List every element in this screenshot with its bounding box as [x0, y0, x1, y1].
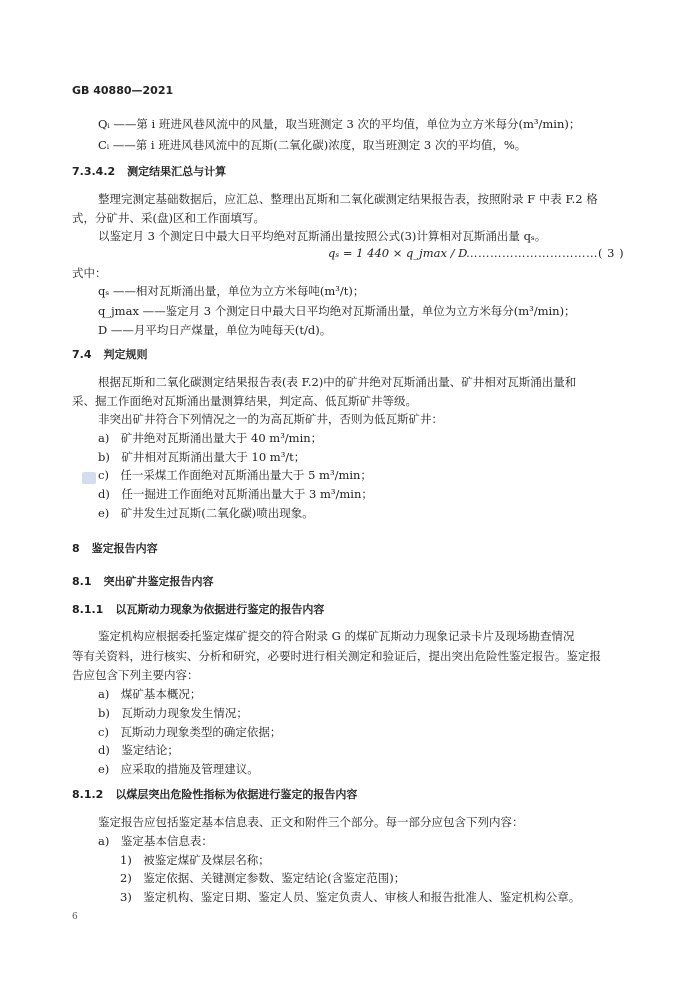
- section-number: 7.3.4.2: [72, 165, 116, 178]
- paragraph-line: 根据瓦斯和二氧化碳测定结果报告表(表 F.2)中的矿井绝对瓦斯涌出量、矿井相对瓦斯涌出量和: [98, 375, 577, 389]
- section-number: 7.4: [72, 348, 92, 361]
- list-item: c) 任一采煤工作面绝对瓦斯涌出量大于 5 m³/min；: [98, 468, 372, 482]
- list-item: e) 矿井发生过瓦斯(二氧化碳)喷出现象。: [98, 506, 314, 520]
- list-item: a) 鉴定基本信息表：: [98, 834, 213, 848]
- list-item: c) 瓦斯动力现象类型的确定依据；: [98, 725, 282, 739]
- paragraph-line: 等有关资料，进行核实、分析和研究，必要时进行相关测定和验证后，提出突出危险性鉴定报告。鉴定报: [72, 649, 601, 663]
- list-item: e) 应采取的措施及管理建议。: [98, 762, 259, 776]
- section-heading-812: [72, 787, 357, 803]
- page-number: 6: [72, 912, 78, 922]
- paragraph-line: 鉴定机构应根据委托鉴定煤矿提交的符合附录 G 的煤矿瓦斯动力现象记录卡片及现场勘查情况: [98, 629, 575, 643]
- section-heading-8: [72, 541, 158, 557]
- section-title: 鉴定报告内容: [91, 542, 158, 555]
- formula-number: ……………………………( 3 ): [466, 246, 625, 260]
- section-heading-81: [72, 574, 214, 590]
- list-item: d) 鉴定结论；: [98, 743, 179, 757]
- paragraph-line: 非突出矿井符合下列情况之一的为高瓦斯矿井，否则为低瓦斯矿井：: [98, 412, 443, 426]
- section-heading-74: [72, 347, 148, 363]
- paragraph-line: 以鉴定月 3 个测定日中最大日平均绝对瓦斯涌出量按照公式(3)计算相对瓦斯涌出量 qₛ。: [98, 229, 547, 243]
- section-heading-7342: [72, 164, 226, 180]
- section-title: 突出矿井鉴定报告内容: [103, 575, 214, 588]
- paragraph-line: 告应包含下列主要内容：: [72, 668, 199, 682]
- section-number: 8: [72, 542, 80, 555]
- definition-ci: Cᵢ ——第 i 班进风巷风流中的瓦斯(二氧化碳)浓度，取当班测定 3 次的平均值，%。: [98, 138, 527, 152]
- standard-code: GB 40880—2021: [72, 84, 174, 97]
- definition-d: D ——月平均日产煤量，单位为吨每天(t/d)。: [98, 323, 332, 337]
- watermark-stamp-icon: [82, 472, 96, 484]
- section-title: 测定结果汇总与计算: [127, 165, 227, 178]
- definition-qs: qₛ ——相对瓦斯涌出量，单位为立方米每吨(m³/t)；: [98, 284, 365, 298]
- definition-qjmax: q_jmax ——鉴定月 3 个测定日中最大日平均绝对瓦斯涌出量，单位为立方米每分(m³/min)；: [98, 304, 576, 318]
- list-item: a) 矿井绝对瓦斯涌出量大于 40 m³/min；: [98, 431, 323, 445]
- section-title: 以瓦斯动力现象为依据进行鉴定的报告内容: [115, 603, 325, 616]
- list-item: b) 矿井相对瓦斯涌出量大于 10 m³/t；: [98, 450, 306, 464]
- section-title: 判定规则: [103, 348, 148, 361]
- paragraph-line: 整理完测定基础数据后，应汇总、整理出瓦斯和二氧化碳测定结果报告表，按照附录 F 中表 F.2 格: [98, 192, 598, 206]
- formula: qₛ = 1 440 × q_jmax / D: [328, 246, 468, 260]
- section-number: 8.1.1: [72, 603, 104, 616]
- list-item: d) 任一掘进工作面绝对瓦斯涌出量大于 3 m³/min；: [98, 487, 373, 501]
- sub-list-item: 1) 被鉴定煤矿及煤层名称；: [120, 853, 270, 867]
- paragraph-line: 式，分矿井、采(盘)区和工作面填写。: [72, 211, 265, 225]
- paragraph-line: 鉴定报告应包括鉴定基本信息表、正文和附件三个部分。每一部分应包含下列内容：: [98, 815, 524, 829]
- definition-qi: Qᵢ ——第 i 班进风巷风流中的风量，取当班测定 3 次的平均值，单位为立方米每分(m³/min)；: [98, 117, 581, 131]
- section-title: 以煤层突出危险性指标为依据进行鉴定的报告内容: [115, 788, 358, 801]
- section-number: 8.1.2: [72, 788, 104, 801]
- section-heading-811: [72, 602, 324, 618]
- list-item: b) 瓦斯动力现象发生情况；: [98, 706, 248, 720]
- sub-list-item: 2) 鉴定依据、关键测定参数、鉴定结论(含鉴定范围)；: [120, 871, 406, 885]
- list-item: a) 煤矿基本概况；: [98, 687, 202, 701]
- where-label: 式中：: [72, 266, 107, 280]
- sub-list-item: 3) 鉴定机构、鉴定日期、鉴定人员、鉴定负责人、审核人和报告批准人、鉴定机构公章。: [120, 890, 581, 904]
- paragraph-line: 采、掘工作面绝对瓦斯涌出量测算结果，判定高、低瓦斯矿井等级。: [72, 394, 417, 408]
- section-number: 8.1: [72, 575, 92, 588]
